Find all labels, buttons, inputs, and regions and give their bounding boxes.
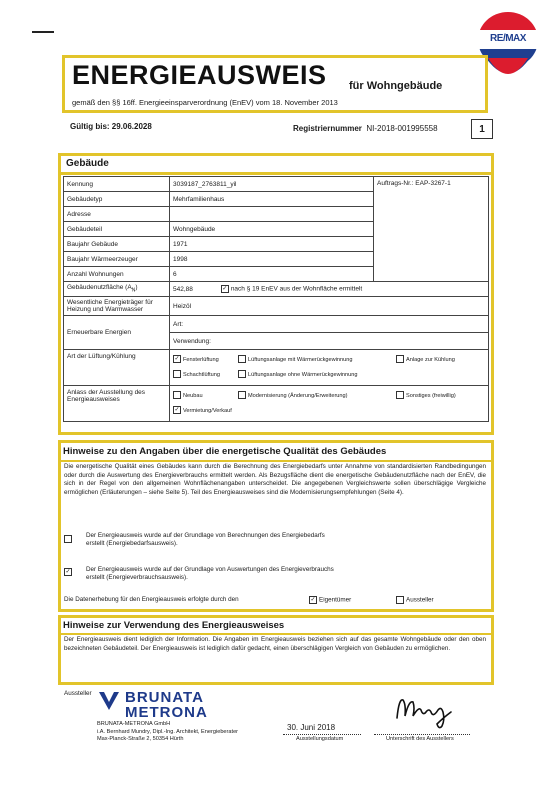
table-row bbox=[64, 297, 489, 316]
checkbox-icon[interactable] bbox=[64, 535, 72, 543]
option-verbrauch: ✓ Der Energieausweis wurde auf der Grundlage von Auswertungen des Energieverbrauchs erstellt (Energieverbrauchsausweis). bbox=[65, 566, 334, 581]
title-underline bbox=[61, 633, 491, 635]
issuer-company: BRUNATA-METRONA GmbH bbox=[97, 721, 171, 727]
remax-logo-text: RE/MAX bbox=[490, 33, 526, 44]
checkbox-checked-icon[interactable]: ✓ bbox=[310, 597, 316, 603]
row-label: Baujahr Wärmeerzeuger bbox=[64, 252, 170, 267]
checkbox-checked-icon[interactable]: ✓ bbox=[174, 356, 180, 363]
auftrag-cell bbox=[374, 177, 489, 282]
usage-text: Der Energieausweis dient lediglich der Information. Die Angaben im Energieausweis beziehen sich auf das gesamte Wohngebäude oder den oben bezeichneten Gebäudeteil. Der Energieausweis ist lediglich dafür gedacht, einen überschlägigen Vergleich von Gebäuden zu ermöglichen. bbox=[64, 636, 486, 652]
title-underline bbox=[61, 460, 491, 462]
document-title: ENERGIEAUSWEIS bbox=[72, 60, 327, 90]
issuer-person: i.A. Bernhard Mundry, Dipl.-Ing. Architekt, Energieberater bbox=[97, 729, 239, 735]
table-row bbox=[64, 350, 489, 386]
row-value: Art: bbox=[170, 316, 489, 333]
row-label: Erneuerbare Energien bbox=[64, 316, 170, 350]
corner-mark bbox=[32, 31, 54, 33]
issuer-address: Max-Planck-Straße 2, 50354 Hürth bbox=[97, 736, 184, 742]
issuer-label: Aussteller bbox=[64, 690, 92, 697]
metrona-name: METRONA bbox=[125, 704, 208, 721]
checkbox-icon[interactable] bbox=[238, 391, 246, 399]
row-value: 3039187_2763811_yil bbox=[170, 177, 374, 192]
checkbox-icon[interactable] bbox=[173, 391, 181, 399]
checkbox-icon[interactable] bbox=[173, 370, 181, 378]
row-value bbox=[170, 207, 374, 222]
option-bedarf: Der Energieausweis wurde auf der Grundlage von Berechnungen des Energiebedarfs erstellt (Energiebedarfsausweis). bbox=[64, 532, 444, 548]
registration-number: Registriernummer NI-2018-001995558 bbox=[293, 124, 438, 133]
checkbox-checked-icon[interactable]: ✓ bbox=[65, 569, 71, 575]
brunata-name: BRUNATA bbox=[125, 689, 204, 706]
row-label: Baujahr Gebäude bbox=[64, 237, 170, 252]
date-line bbox=[283, 734, 361, 735]
data-collection-row: Die Datenerhebung für den Energieausweis erfolgte durch den ✓ Eigentümer Aussteller bbox=[64, 596, 434, 604]
table-row bbox=[64, 386, 489, 422]
row-value: Verwendung: bbox=[170, 333, 489, 350]
row-label: Kennung bbox=[64, 177, 170, 192]
row-value: 1971 bbox=[170, 237, 374, 252]
title-underline bbox=[61, 172, 491, 175]
document-subtitle: für Wohngebäude bbox=[349, 80, 443, 92]
signature-line bbox=[374, 734, 470, 735]
checkbox-icon[interactable] bbox=[238, 370, 246, 378]
row-label: Art der Lüftung/Kühlung bbox=[64, 350, 170, 386]
checkbox-checked-icon[interactable]: ✓ bbox=[222, 286, 228, 292]
usage-title: Hinweise zur Verwendung des Energieausweises bbox=[63, 620, 285, 631]
notes-text: Die energetische Qualität eines Gebäudes kann durch die Berechnung des Energiebedarfs unter Annahme von standardisierten Randbedingungen oder durch die Auswertung des Energieverbrauchs ermittelt werden. Als Bezugsfläche dient die energetische Gebäudenutzfläche nach der EnEV, die sich in der Regel von den allgemeinen Wohnflächenangaben unterscheidet. Die angegebenen Vergleichswerte sollen überschlägige Vergleiche ermöglichen (Erläuterungen – siehe Seite 5). Teil des Energieausweises sind die Modernisierungsempfehlungen (Seite 4). bbox=[64, 463, 486, 496]
row-value: Mehrfamilienhaus bbox=[170, 192, 374, 207]
checkbox-icon[interactable] bbox=[396, 391, 404, 399]
checkbox-icon[interactable] bbox=[396, 355, 404, 363]
issue-date: 30. Juni 2018 bbox=[287, 723, 336, 732]
checkbox-checked-icon[interactable]: ✓ bbox=[174, 407, 180, 414]
table-row bbox=[64, 177, 489, 192]
row-label: Adresse bbox=[64, 207, 170, 222]
signature-label: Unterschrift des Ausstellers bbox=[386, 736, 454, 742]
checkbox-icon[interactable] bbox=[238, 355, 246, 363]
row-value: 6 bbox=[170, 267, 374, 282]
row-label: Anzahl Wohnungen bbox=[64, 267, 170, 282]
page-number: 1 bbox=[471, 119, 493, 139]
row-value: 1998 bbox=[170, 252, 374, 267]
row-value: Heizöl bbox=[170, 297, 489, 316]
row-label: Gebäudeteil bbox=[64, 222, 170, 237]
row-label: Wesentliche Energieträger für Heizung und Warmwasser bbox=[64, 297, 170, 316]
notes-title: Hinweise zu den Angaben über die energetische Qualität des Gebäudes bbox=[63, 446, 387, 457]
row-value: Neubau Modernisierung (Änderung/Erweiterung) Sonstiges (freiwillig) ✓ Vermietung/Verkauf bbox=[170, 386, 489, 422]
legal-basis: gemäß den §§ 16ff. Energieeinsparverordnung (EnEV) vom 18. November 2013 bbox=[72, 98, 338, 107]
order-number: Auftrags-Nr.: EAP-3267-1 bbox=[377, 180, 451, 187]
issue-date-label: Ausstellungsdatum bbox=[296, 736, 344, 742]
row-value: 542,88 ✓ nach § 19 EnEV aus der Wohnfläche ermittelt bbox=[170, 282, 489, 297]
signature-image bbox=[393, 690, 463, 735]
brunata-logo-icon bbox=[97, 690, 121, 717]
row-label: Anlass der Ausstellung des Energieausweises bbox=[64, 386, 170, 422]
valid-until: Gültig bis: 29.06.2028 bbox=[70, 122, 152, 131]
table-row bbox=[64, 282, 489, 297]
row-label: Gebäudetyp bbox=[64, 192, 170, 207]
building-title: Gebäude bbox=[62, 156, 113, 171]
row-label: Gebäudenutzfläche $(A_N)$ bbox=[64, 282, 170, 297]
building-table bbox=[63, 176, 489, 422]
row-value: ✓ Fensterlüftung Lüftungsanlage mit Wärmerückgewinnung Anlage zur Kühlung Schachtlüftung Lüftungsanlage ohne Wärmerückgewinnung bbox=[170, 350, 489, 386]
row-value: Wohngebäude bbox=[170, 222, 374, 237]
table-row bbox=[64, 316, 489, 333]
checkbox-icon[interactable] bbox=[396, 596, 404, 604]
